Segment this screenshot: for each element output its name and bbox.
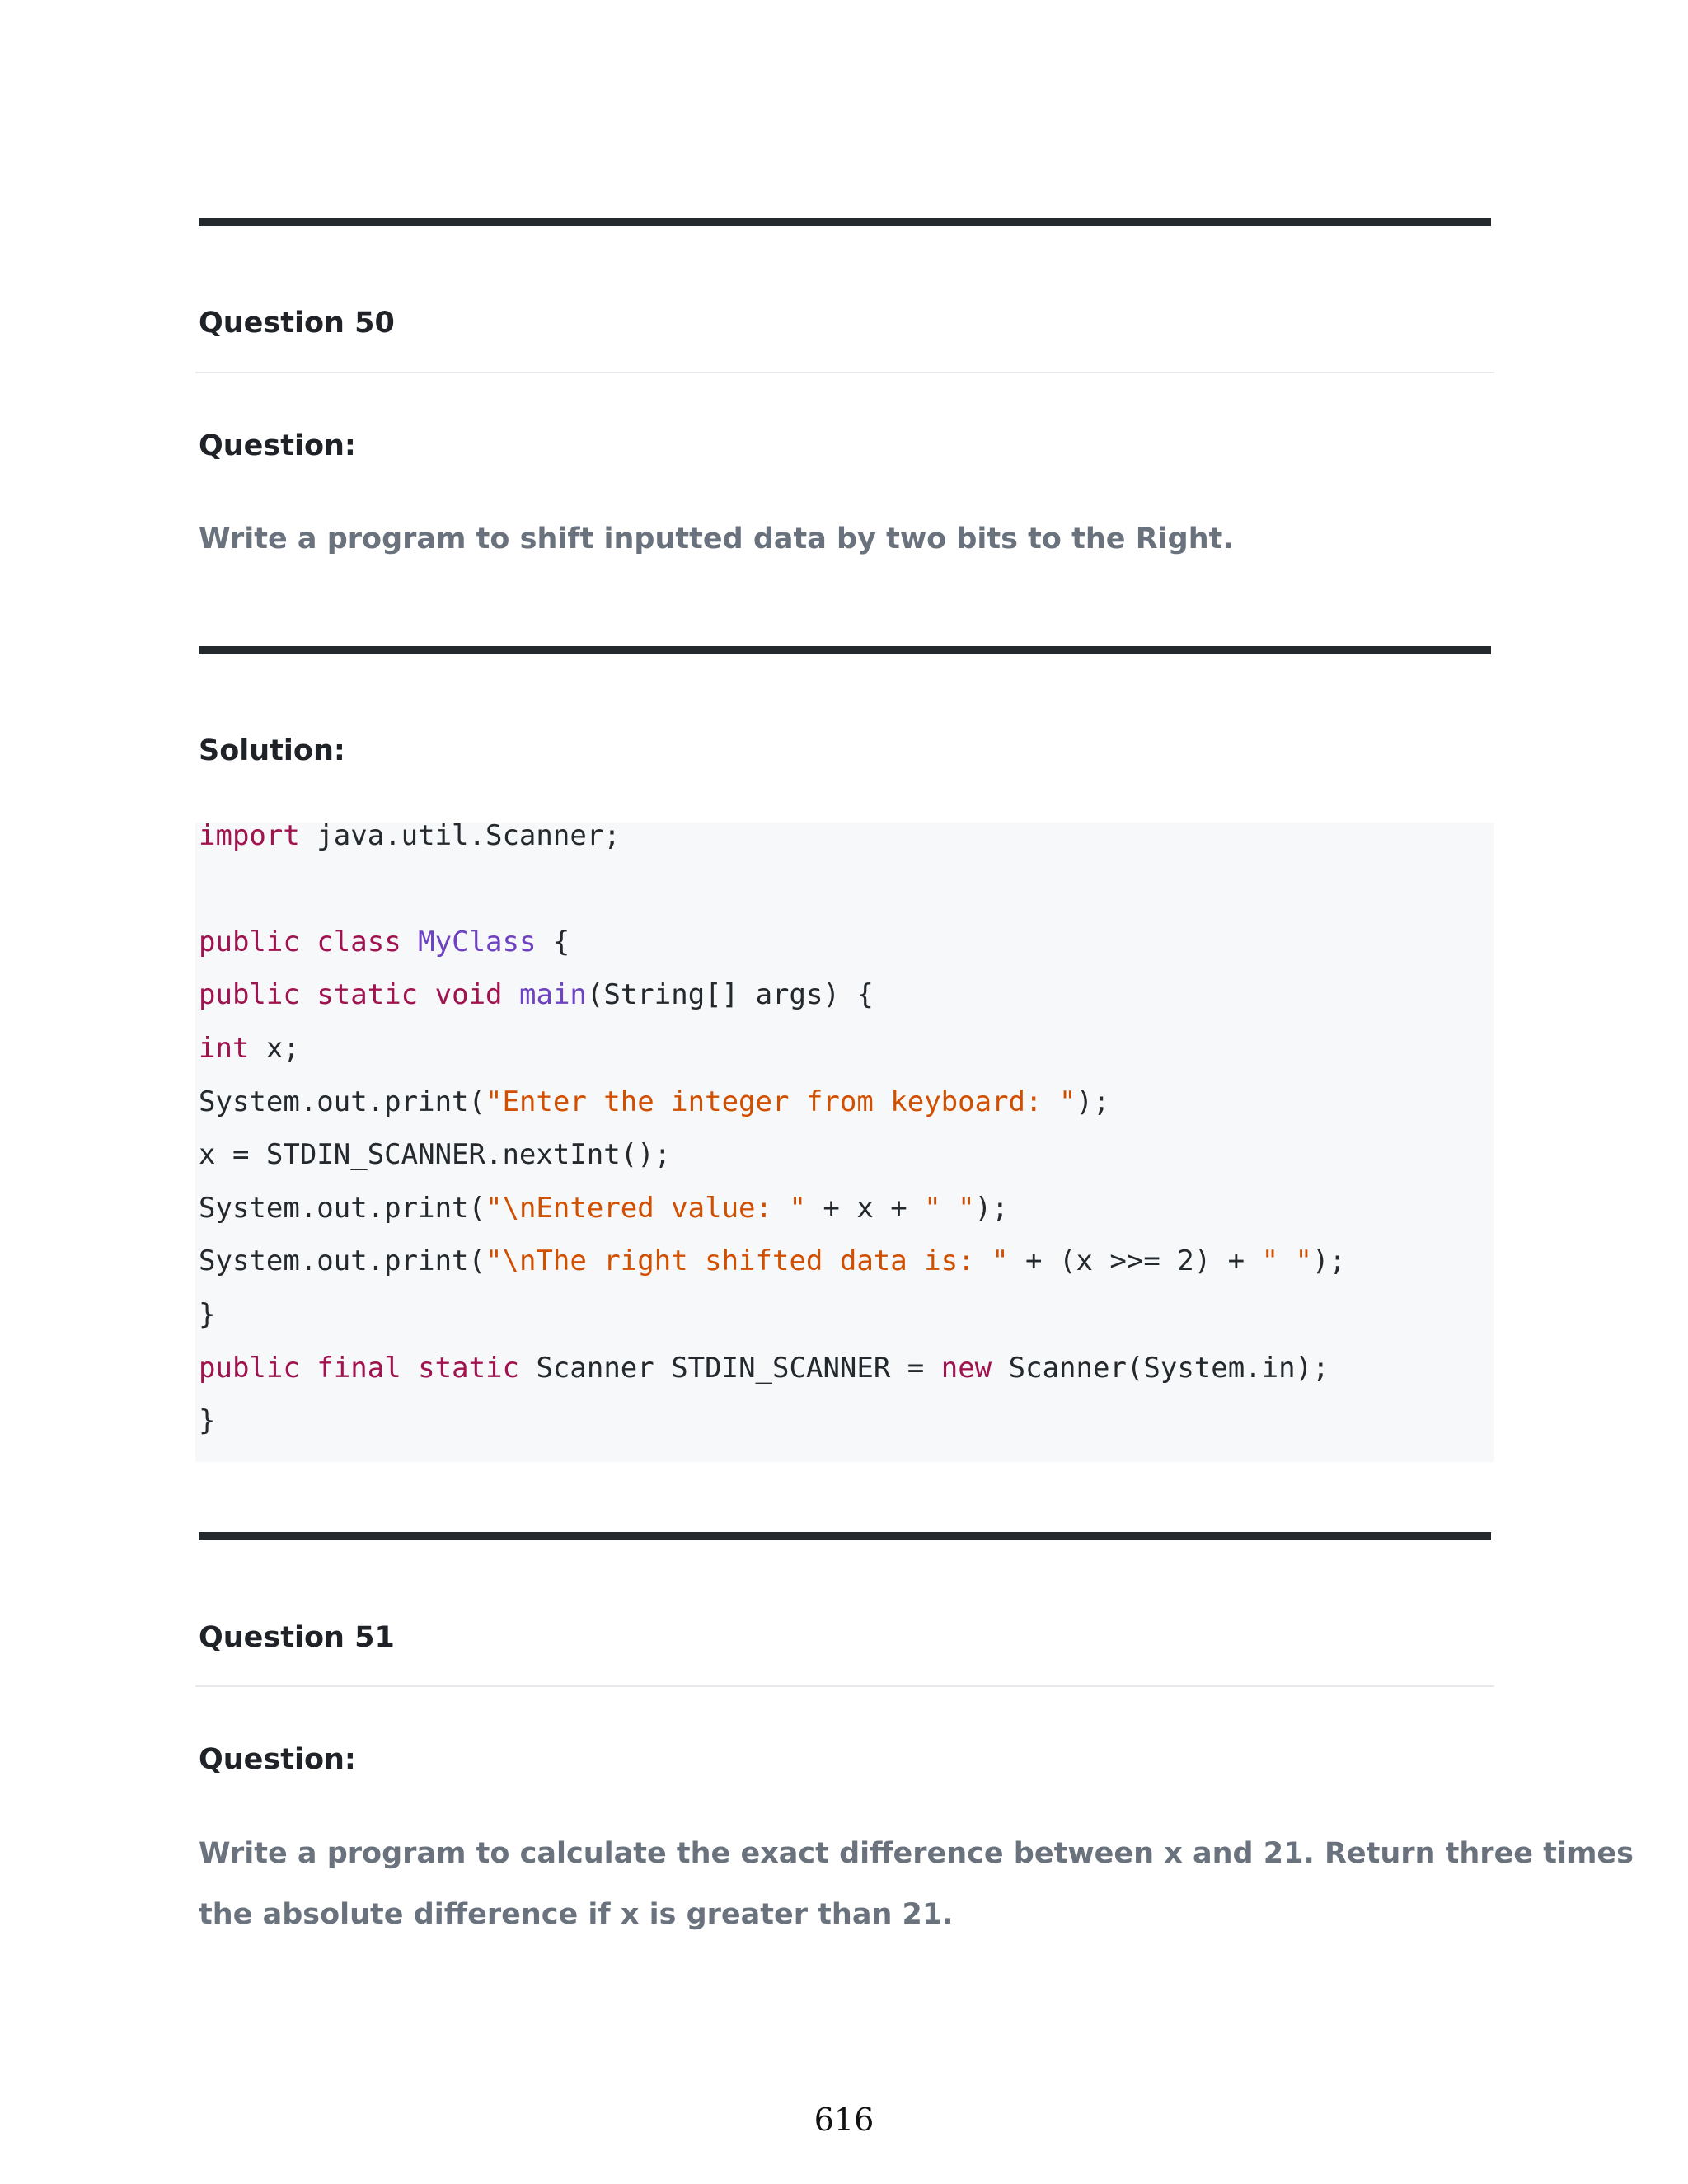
code-keyword: int [199, 1032, 250, 1065]
code-string: " " [1261, 1244, 1313, 1277]
code-line [199, 1022, 300, 1075]
code-line [199, 1076, 1109, 1128]
code-text: { [536, 926, 570, 958]
code-text: ); [974, 1192, 1009, 1225]
code-text: java.util.Scanner; [299, 819, 621, 852]
code-function-name: main [519, 978, 587, 1011]
title-underline [195, 372, 1494, 373]
code-keyword: static [316, 978, 419, 1011]
question-51-text-line-1: Write a program to calculate the exact difference between x and 21. Return three times [199, 1837, 1634, 1870]
code-keyword: void [434, 978, 503, 1011]
code-line [199, 809, 621, 862]
code-text: System.out.print( [199, 1192, 485, 1225]
code-text: System.out.print( [199, 1244, 485, 1277]
code-keyword: public [199, 978, 300, 1011]
section-divider [199, 646, 1491, 654]
code-line [199, 1288, 215, 1341]
question-51-title: Question 51 [199, 1621, 395, 1654]
code-text: x = STDIN_SCANNER.nextInt(); [199, 1138, 672, 1171]
question-51-text-line-2: the absolute difference if x is greater than 21. [199, 1898, 954, 1931]
code-keyword: import [199, 819, 300, 852]
code-keyword: public [199, 926, 300, 958]
code-block [195, 819, 1494, 1462]
code-line [199, 968, 874, 1021]
code-line [199, 1235, 1346, 1287]
code-line [199, 916, 570, 968]
title-underline [195, 1685, 1494, 1687]
question-50-text: Write a program to shift inputted data by two bits to the Right. [199, 523, 1234, 555]
code-text: Scanner STDIN_SCANNER = [518, 1352, 941, 1385]
solution-label: Solution: [199, 734, 345, 767]
code-text: System.out.print( [199, 1085, 485, 1118]
code-text: } [199, 1404, 216, 1437]
question-50-title: Question 50 [199, 307, 395, 340]
code-text: + (x >>= 2) + [1008, 1244, 1262, 1277]
code-text: + x + [805, 1192, 925, 1225]
code-string: "\nThe right shifted data is: " [485, 1244, 1009, 1277]
code-string: "Enter the integer from keyboard: " [485, 1085, 1076, 1118]
code-text: ); [1076, 1085, 1110, 1118]
code-line [199, 1182, 1009, 1235]
question-51-label: Question: [199, 1743, 356, 1776]
code-text: Scanner(System.in); [992, 1352, 1329, 1385]
code-string: " " [924, 1192, 975, 1225]
code-text: ); [1312, 1244, 1346, 1277]
code-line [199, 1342, 1329, 1394]
page-number: 616 [814, 2102, 874, 2138]
section-divider [199, 1532, 1491, 1540]
code-class-name: MyClass [418, 926, 537, 958]
code-text: x; [249, 1032, 300, 1065]
code-keyword: final [316, 1352, 401, 1385]
code-line [199, 1128, 671, 1181]
code-keyword: class [316, 926, 401, 958]
code-text: (String[] args) { [586, 978, 874, 1011]
code-line [199, 1394, 215, 1447]
code-keyword: new [940, 1352, 992, 1385]
question-50-label: Question: [199, 429, 356, 462]
code-keyword: static [418, 1352, 519, 1385]
code-keyword: public [199, 1352, 300, 1385]
section-divider [199, 218, 1491, 226]
code-text: } [199, 1298, 216, 1331]
code-string: "\nEntered value: " [485, 1192, 806, 1225]
